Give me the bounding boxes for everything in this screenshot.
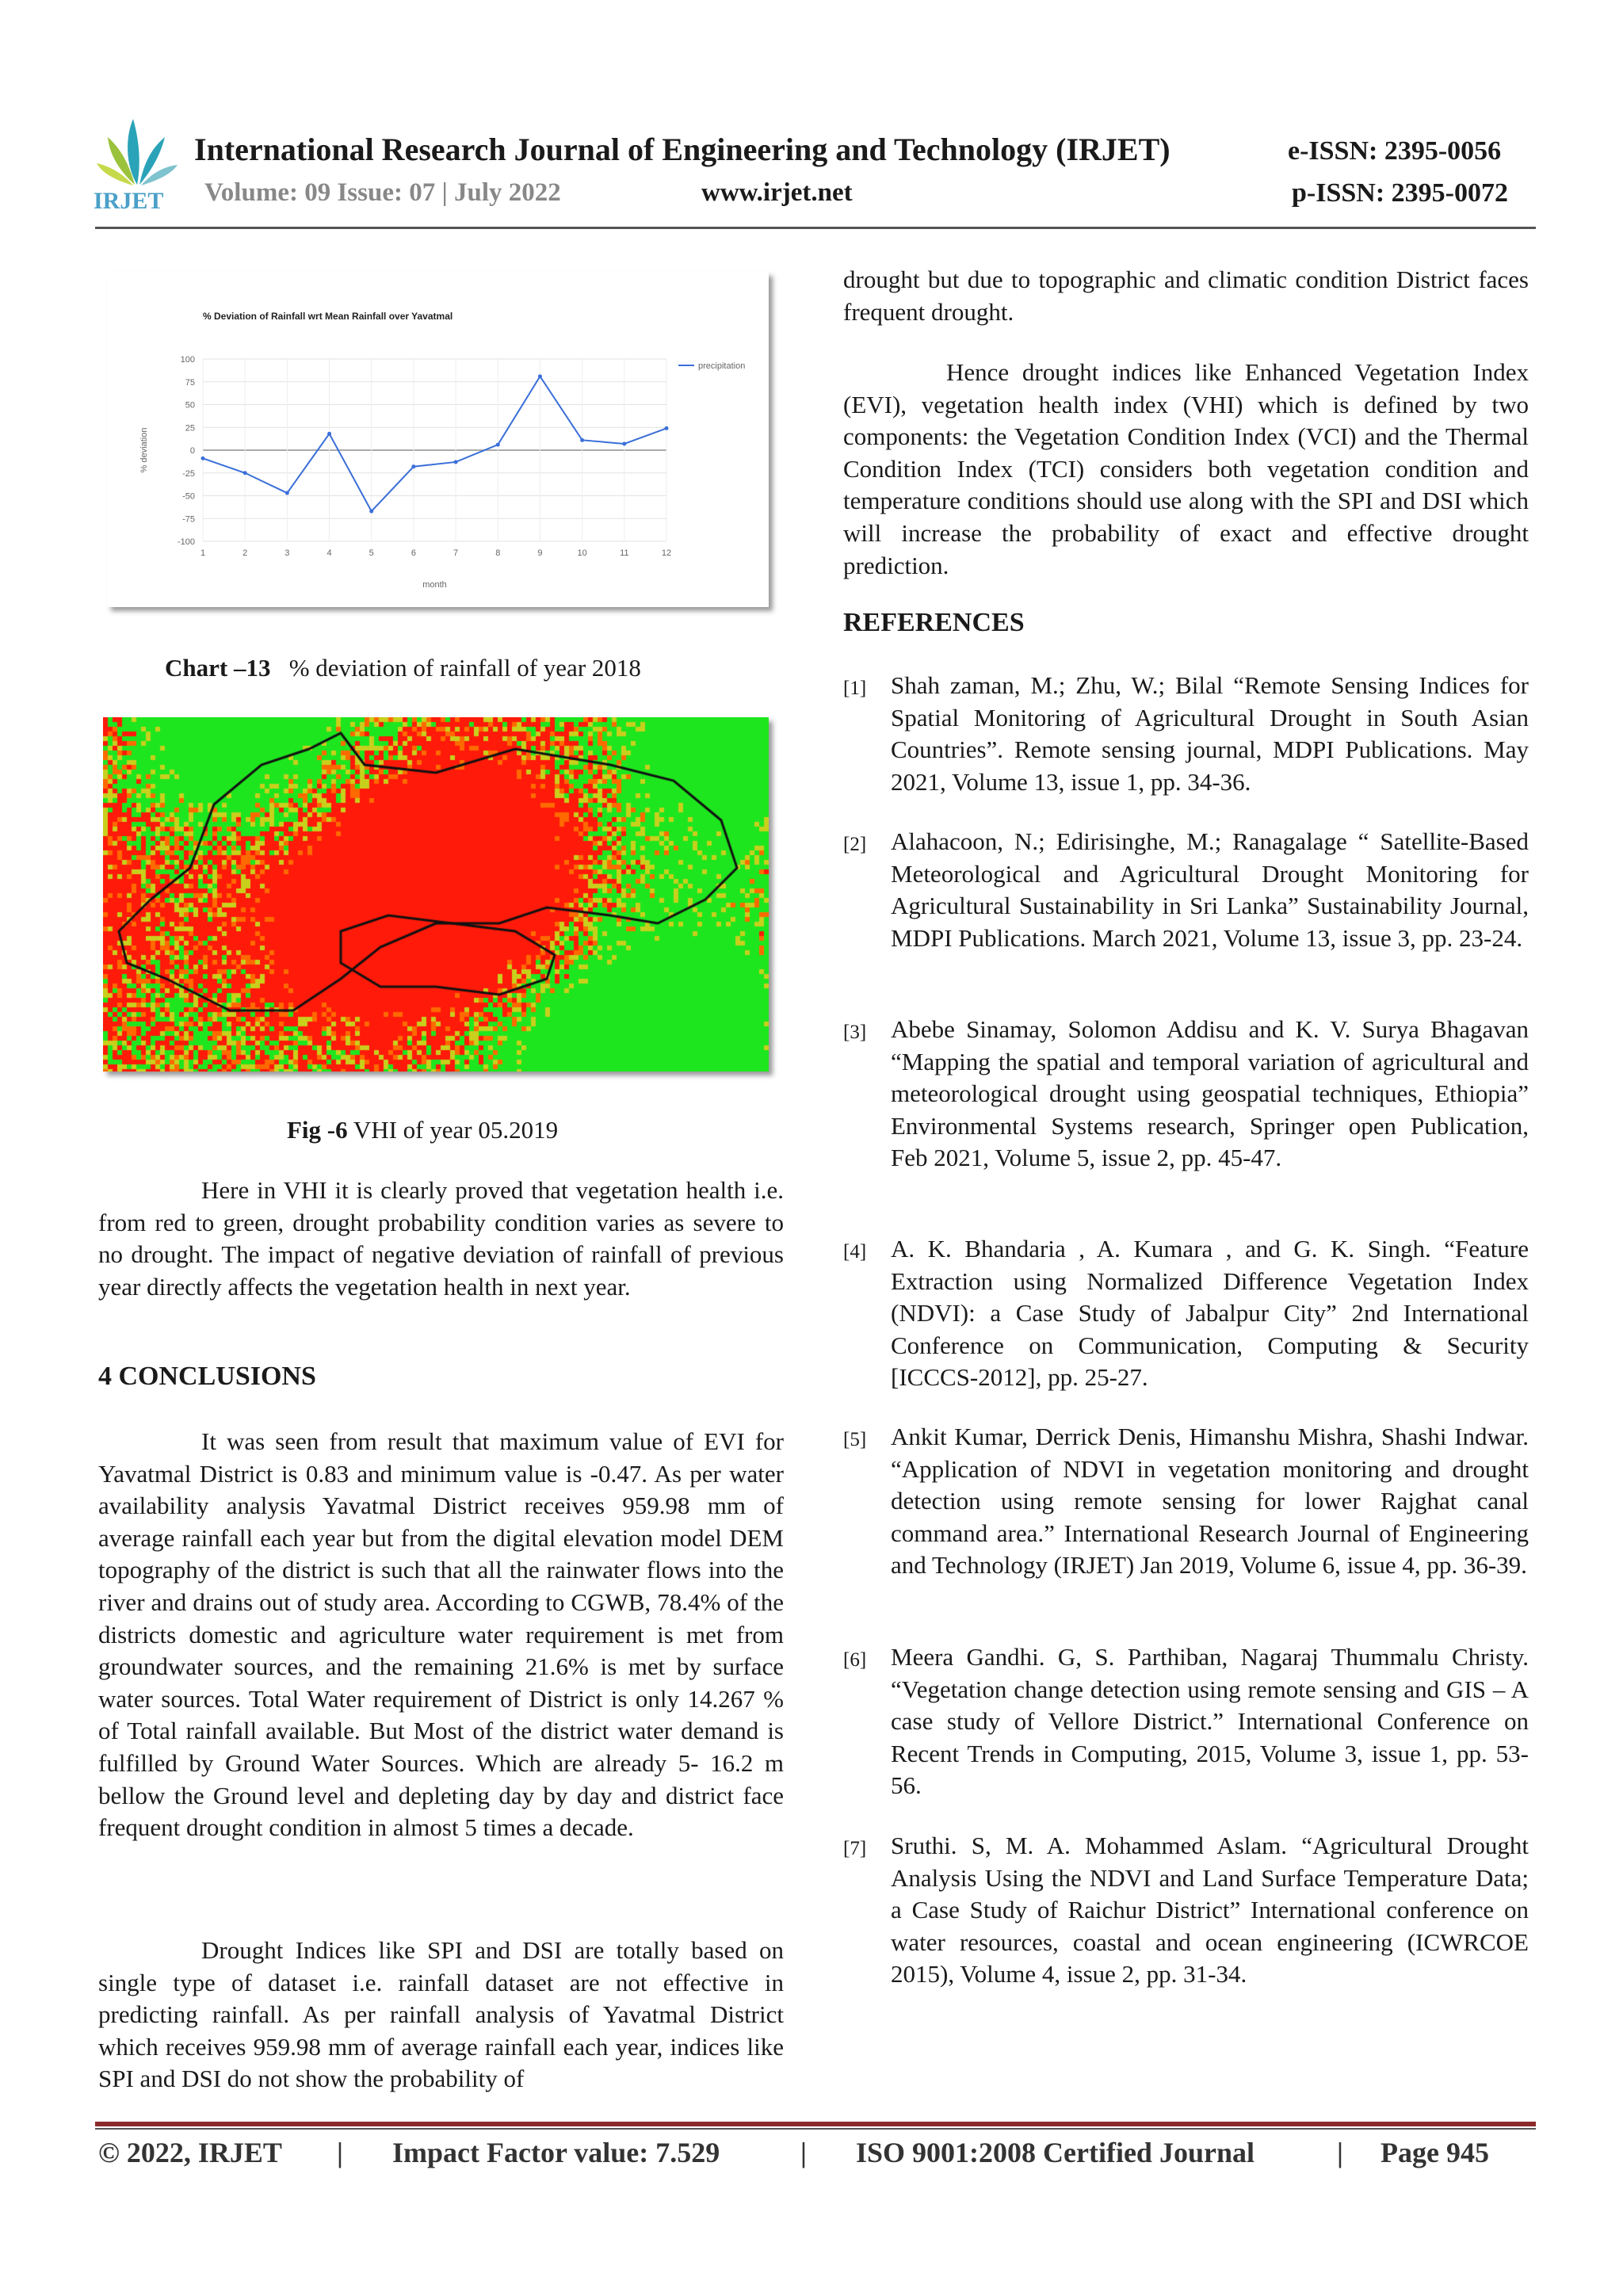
footer-copyright: © 2022, IRJET bbox=[98, 2137, 282, 2168]
irjet-logo bbox=[94, 117, 181, 212]
reference-number: [3] bbox=[843, 1022, 867, 1043]
x-tick-label: 11 bbox=[620, 548, 629, 558]
rainfall-deviation-chart bbox=[107, 272, 769, 607]
data-point bbox=[327, 432, 331, 436]
chart-title: % Deviation of Rainfall wrt Mean Rainfall over Yavatmal bbox=[203, 311, 453, 322]
reference-number: [1] bbox=[843, 678, 867, 699]
footer-separator: | bbox=[800, 2137, 807, 2168]
reference-number: [4] bbox=[843, 1241, 867, 1263]
data-point bbox=[538, 374, 542, 378]
y-tick-label: -75 bbox=[182, 514, 195, 525]
reference-text: A. K. Bhandaria , A. Kumara , and G. K. Singh. “Feature Extraction using Normalized Difference Vegetation Index (NDVI): a Case Study of Jabalpur City” 2nd International Conference on Communication, Computing & Security [ICCCS-2012], pp. 25-27. bbox=[891, 1235, 1529, 1392]
x-tick-label: 1 bbox=[200, 548, 206, 558]
vhi-paragraph: Here in VHI it is clearly proved that vegetation health i.e. from red to green, drought probability condition varies as severe to no drought. The impact of negative deviation of rainfall of previous year directly affects the vegetation health in next year. bbox=[98, 1176, 784, 1301]
reference-number: [2] bbox=[843, 834, 867, 855]
reference-item bbox=[843, 1830, 1529, 1991]
reference-number: [7] bbox=[843, 1838, 867, 1859]
reference-item bbox=[843, 1421, 1529, 1582]
vhi-map bbox=[103, 717, 769, 1072]
y-tick-label: -50 bbox=[182, 491, 195, 502]
header-divider bbox=[95, 227, 1536, 229]
reference-item bbox=[843, 1641, 1529, 1802]
y-tick-label: -100 bbox=[177, 537, 195, 547]
logo-text: IRJET bbox=[94, 188, 164, 214]
figure-caption-label: Fig -6 bbox=[287, 1116, 348, 1144]
chart-caption bbox=[165, 654, 641, 682]
y-axis-label: % deviation bbox=[139, 427, 149, 473]
x-tick-label: 8 bbox=[495, 548, 501, 558]
reference-text: Sruthi. S, M. A. Mohammed Aslam. “Agricultural Drought Analysis Using the NDVI and Land Surface Temperature Data; a Case Study of Raichur District” International conference on water resources, coastal and ocean engineering (ICWRCOE 2015), Volume 4, issue 2, pp. 31-34. bbox=[891, 1832, 1529, 1988]
reference-item bbox=[843, 670, 1529, 798]
x-tick-label: 2 bbox=[242, 548, 248, 558]
data-point bbox=[411, 464, 415, 468]
data-point bbox=[243, 471, 247, 475]
volume-issue: Volume: 09 Issue: 07 | July 2022 bbox=[204, 178, 561, 207]
chart-13 bbox=[107, 272, 769, 607]
y-tick-label: 50 bbox=[185, 400, 195, 411]
website-link[interactable]: www.irjet.net bbox=[701, 178, 853, 207]
y-tick-label: 100 bbox=[180, 355, 195, 365]
x-tick-label: 5 bbox=[369, 548, 374, 558]
data-point bbox=[496, 443, 500, 447]
reference-text: Alahacoon, N.; Edirisinghe, M.; Ranagalage “ Satellite-Based Meteorological and Agricultural Drought Monitoring for Agricultural Sustainability in Sri Lanka” Sustainability Journal, MDPI Publications. March 2021, Volume 13, issue 3, pp. 23-24. bbox=[891, 827, 1529, 952]
reference-item bbox=[843, 1233, 1529, 1394]
p-issn: p-ISSN: 2395-0072 bbox=[1292, 178, 1508, 208]
reference-number: [6] bbox=[843, 1649, 867, 1671]
footer-impact-factor: Impact Factor value: 7.529 bbox=[392, 2137, 720, 2168]
footer-separator: | bbox=[337, 2137, 343, 2168]
data-point bbox=[622, 441, 626, 445]
drought-indices-recommendation: Hence drought indices like Enhanced Vegetation Index (EVI), vegetation health index (VHI) which is defined by two components: the Vegetation Condition Index (VCI) and the Thermal Condition Index (TCI) considers both vegetation condition and temperature conditions should use along with the SPI and DSI which will increase the probability of exact and effective drought prediction. bbox=[843, 358, 1529, 579]
footer-page-number: Page 945 bbox=[1381, 2137, 1489, 2168]
conclusions-paragraph: It was seen from result that maximum value of EVI for Yavatmal District is 0.83 and minimum value is -0.47. As per water availability analysis Yavatmal District receives 959.98 mm of average rainfall each year but from the digital elevation model DEM topography of the district is such that all the rainwater flows into the river and drains out of study area. According to CGWB, 78.4% of the districts domestic and agriculture water requirement is met from groundwater sources, and the remaining 21.6% is met by surface water sources. Total Water requirement of District is only 14.267 % of Total rainfall available. But Most of the district water demand is fulfilled by Ground Water Sources. Which are already 5- 16.2 m bellow the Ground level and depleting day by day and district face frequent drought condition in almost 5 times a decade. bbox=[98, 1427, 784, 1842]
reference-item bbox=[843, 1014, 1529, 1175]
series-line-precipitation bbox=[203, 376, 666, 511]
y-tick-label: -25 bbox=[182, 468, 195, 479]
x-tick-label: 4 bbox=[327, 548, 332, 558]
leaf-logo-icon bbox=[94, 117, 181, 189]
y-tick-label: 25 bbox=[185, 423, 195, 434]
footer-divider-thin bbox=[95, 2128, 1536, 2130]
vhi-map-image bbox=[103, 717, 769, 1072]
drought-indices-paragraph: Drought Indices like SPI and DSI are totally based on single type of dataset i.e. rainfall dataset are not effective in predicting rainfall. As per rainfall analysis of Yavatmal District which receives 959.98 mm of average rainfall each year, indices like SPI and DSI do not show the probability of bbox=[98, 1936, 784, 2093]
reference-number: [5] bbox=[843, 1429, 867, 1450]
drought-paragraph-continued: drought but due to topographic and climatic condition District faces frequent drought. bbox=[843, 266, 1529, 326]
reference-text: Meera Gandhi. G, S. Parthiban, Nagaraj Thummalu Christy. “Vegetation change detection using remote sensing and GIS – A case study of Vellore District.” International Conference on Recent Trends in Computing, 2015, Volume 3, issue 1, pp. 53-56. bbox=[891, 1643, 1529, 1800]
legend-label: precipitation bbox=[698, 361, 746, 371]
figure-caption-text: VHI of year 05.2019 bbox=[353, 1116, 559, 1144]
footer-divider bbox=[95, 2122, 1536, 2126]
x-tick-label: 10 bbox=[577, 548, 587, 558]
y-tick-label: 0 bbox=[189, 446, 195, 456]
reference-text: Shah zaman, M.; Zhu, W.; Bilal “Remote Sensing Indices for Spatial Monitoring of Agricultural Drought in South Asian Countries”. Remote sensing journal, MDPI Publications. May 2021, Volume 13, issue 1, pp. 34-36. bbox=[891, 671, 1529, 796]
data-point bbox=[580, 438, 584, 442]
data-point bbox=[369, 510, 373, 514]
journal-title: International Research Journal of Engineering and Technology (IRJET) bbox=[194, 132, 1170, 167]
figure-caption bbox=[287, 1116, 558, 1144]
conclusions-heading: 4 CONCLUSIONS bbox=[98, 1362, 316, 1391]
reference-text: Ankit Kumar, Derrick Denis, Himanshu Mishra, Shashi Indwar. “Application of NDVI in vegetation monitoring and drought detection using remote sensing for lower Rajghat canal command area.” International Research Journal of Engineering and Technology (IRJET) Jan 2019, Volume 6, issue 4, pp. 36-39. bbox=[891, 1423, 1529, 1580]
x-tick-label: 9 bbox=[537, 548, 543, 558]
data-point bbox=[201, 457, 205, 460]
data-point bbox=[665, 426, 669, 430]
y-tick-label: 75 bbox=[185, 377, 195, 388]
chart-caption-text: % deviation of rainfall of year 2018 bbox=[288, 654, 641, 682]
references-heading: REFERENCES bbox=[843, 608, 1025, 637]
x-axis-label: month bbox=[422, 580, 447, 590]
footer-iso: ISO 9001:2008 Certified Journal bbox=[856, 2137, 1254, 2168]
footer-separator: | bbox=[1337, 2137, 1343, 2168]
data-point bbox=[285, 491, 289, 495]
reference-item bbox=[843, 826, 1529, 954]
reference-text: Abebe Sinamay, Solomon Addisu and K. V. Surya Bhagavan “Mapping the spatial and temporal variation of agricultural and meteorological drought using geospatial techniques, Ethiopia” Environmental Systems research, Springer open Publication, Feb 2021, Volume 5, issue 2, pp. 45-47. bbox=[891, 1015, 1529, 1172]
x-tick-label: 6 bbox=[411, 548, 416, 558]
e-issn: e-ISSN: 2395-0056 bbox=[1288, 136, 1502, 166]
chart-caption-label: Chart –13 bbox=[165, 654, 271, 682]
x-tick-label: 7 bbox=[453, 548, 459, 558]
data-point bbox=[454, 460, 458, 464]
x-tick-label: 3 bbox=[285, 548, 290, 558]
x-tick-label: 12 bbox=[661, 548, 672, 558]
